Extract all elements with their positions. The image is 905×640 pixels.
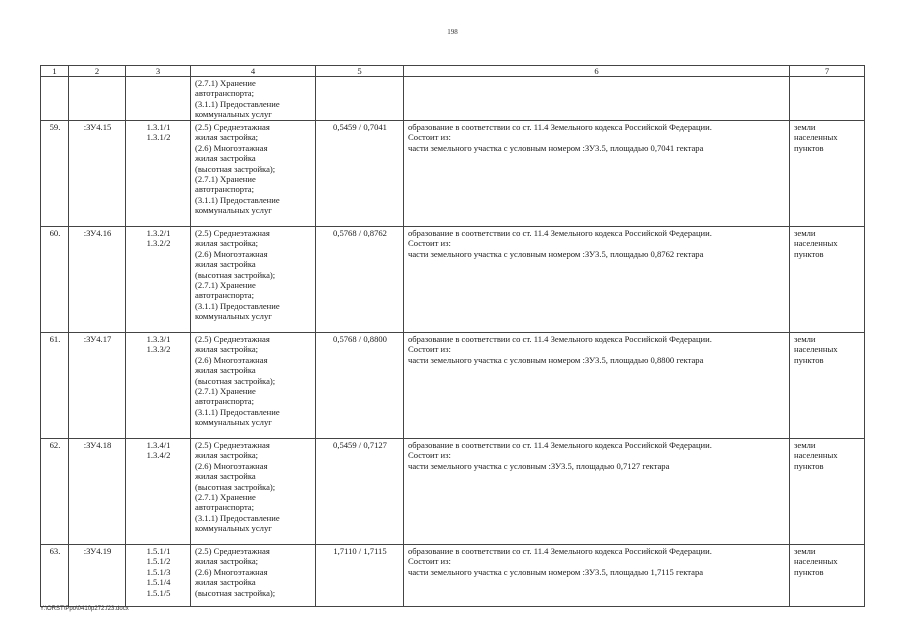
category-line: населенных: [794, 450, 838, 461]
desc-line: Состоит из:: [408, 344, 451, 355]
col-header-7: 7: [790, 66, 865, 77]
use-line: жилая застройка: [195, 577, 256, 588]
desc-line: образование в соответствии со ст. 11.4 Земельного кодекса Российской Федерации.: [408, 334, 712, 344]
center-ref: 1.5.1/4: [146, 577, 171, 588]
use-line: (3.1.1) Предоставление: [195, 194, 280, 205]
use-line: жилая застройка: [195, 153, 256, 164]
cell-category: [790, 121, 865, 227]
use-line: коммунальных услуг: [195, 205, 272, 216]
cell-category: [790, 77, 865, 121]
use-line: (3.1.1) Предоставление: [195, 300, 280, 311]
use-line: автотранспорта;: [195, 88, 255, 99]
center-ref: 1.3.1/1: [146, 122, 171, 132]
use-line: коммунальных услуг: [195, 417, 272, 428]
col-header-5: 5: [316, 66, 404, 77]
cell-num: [41, 77, 69, 121]
use-line: (2.6) Многоэтажная: [195, 566, 268, 577]
col-header-2: 2: [69, 66, 126, 77]
use-line: жилая застройка;: [195, 238, 259, 249]
cell-category: [790, 439, 865, 545]
desc-line: части земельного участка с условным номером :ЗУ3.5, площадью 0,8800 гектара: [408, 354, 704, 365]
land-plots-table: [40, 65, 865, 607]
cell-category: [790, 333, 865, 439]
desc-line: Состоит из:: [408, 132, 451, 143]
page-number: 198: [447, 28, 458, 36]
desc-line: образование в соответствии со ст. 11.4 Земельного кодекса Российской Федерации.: [408, 546, 712, 556]
use-line: жилая застройка;: [195, 450, 259, 461]
desc-line: части земельного участка с условным :ЗУ3.5, площадью 0,7127 гектара: [408, 460, 670, 471]
row-number: 61.: [41, 333, 69, 439]
use-line: (2.5) Среднеэтажная: [195, 228, 270, 238]
plot-code: :ЗУ4.16: [69, 227, 126, 333]
desc-line: Состоит из:: [408, 238, 451, 249]
cell-uses: [191, 439, 316, 545]
use-line: (2.5) Среднеэтажная: [195, 546, 270, 556]
desc-line: части земельного участка с условным номером :ЗУ3.5, площадью 0,7041 гектара: [408, 142, 704, 153]
use-line: жилая застройка: [195, 471, 256, 482]
cell-centers: [126, 227, 191, 333]
desc-line: Состоит из:: [408, 450, 451, 461]
center-ref: 1.3.2/1: [146, 228, 171, 238]
cell-category: [790, 227, 865, 333]
plot-area: 0,5459 / 0,7127: [316, 439, 404, 545]
plot-area: 0,5768 / 0,8800: [316, 333, 404, 439]
center-ref: 1.3.1/2: [146, 132, 171, 143]
cell-desc: [404, 545, 790, 607]
category-line: земли: [794, 440, 816, 450]
category-line: пунктов: [794, 354, 824, 365]
category-line: земли: [794, 228, 816, 238]
use-line: жилая застройка;: [195, 132, 259, 143]
cell-category: [790, 545, 865, 607]
use-line: (2.7.1) Хранение: [195, 492, 256, 503]
use-line: (2.7.1) Хранение: [195, 280, 256, 291]
center-ref: 1.5.1/5: [146, 587, 171, 598]
cell-uses: [191, 227, 316, 333]
cell-centers: [126, 439, 191, 545]
desc-line: Состоит из:: [408, 556, 451, 567]
center-ref: 1.3.4/1: [146, 440, 171, 450]
plot-area: 1,7110 / 1,7115: [316, 545, 404, 607]
table-row: [41, 227, 865, 333]
center-ref: 1.3.3/1: [146, 334, 171, 344]
plot-area: 0,5459 / 0,7041: [316, 121, 404, 227]
table-row: [41, 121, 865, 227]
cell-uses: [191, 545, 316, 607]
plot-code: :ЗУ4.19: [69, 545, 126, 607]
category-line: населенных: [794, 238, 838, 249]
cell-area: [316, 77, 404, 121]
use-line: (2.5) Среднеэтажная: [195, 440, 270, 450]
use-line: (3.1.1) Предоставление: [195, 512, 280, 523]
cell-centers: [126, 77, 191, 121]
column-number-header-row: [41, 66, 865, 77]
row-number: 63.: [41, 545, 69, 607]
desc-line: образование в соответствии со ст. 11.4 Земельного кодекса Российской Федерации.: [408, 440, 712, 450]
use-line: (высотная застройка);: [195, 587, 276, 598]
use-line: (2.7.1) Хранение: [195, 386, 256, 397]
cell-desc: [404, 439, 790, 545]
use-line: жилая застройка: [195, 365, 256, 376]
use-line: (2.6) Многоэтажная: [195, 142, 268, 153]
cell-centers: [126, 121, 191, 227]
use-line: (высотная застройка);: [195, 269, 276, 280]
use-line: автотранспорта;: [195, 184, 255, 195]
file-path-footer: Y:\ORST\Ppo\0410p272.f23.docx: [40, 606, 129, 612]
center-ref: 1.3.2/2: [146, 238, 171, 249]
use-line: (2.6) Многоэтажная: [195, 460, 268, 471]
cell-centers: [126, 333, 191, 439]
use-line: (высотная застройка);: [195, 375, 276, 386]
cell-centers: [126, 545, 191, 607]
use-line: (3.1.1) Предоставление: [195, 98, 280, 109]
use-line: коммунальных услуг: [195, 109, 272, 120]
center-ref: 1.3.4/2: [146, 450, 171, 461]
use-line: автотранспорта;: [195, 502, 255, 513]
category-line: земли: [794, 122, 816, 132]
center-ref: 1.3.3/2: [146, 344, 171, 355]
table-row: [41, 439, 865, 545]
cell-desc: [404, 227, 790, 333]
desc-line: образование в соответствии со ст. 11.4 Земельного кодекса Российской Федерации.: [408, 122, 712, 132]
cell-uses: [191, 77, 316, 121]
table-row: [41, 333, 865, 439]
use-line: (высотная застройка);: [195, 481, 276, 492]
use-line: жилая застройка;: [195, 344, 259, 355]
category-line: земли: [794, 546, 816, 556]
use-line: жилая застройка;: [195, 556, 259, 567]
plot-area: 0,5768 / 0,8762: [316, 227, 404, 333]
use-line: коммунальных услуг: [195, 523, 272, 534]
row-number: 60.: [41, 227, 69, 333]
category-line: земли: [794, 334, 816, 344]
row-number: 59.: [41, 121, 69, 227]
use-line: автотранспорта;: [195, 290, 255, 301]
category-line: пунктов: [794, 142, 824, 153]
use-line: жилая застройка: [195, 259, 256, 270]
col-header-3: 3: [126, 66, 191, 77]
use-line: (высотная застройка);: [195, 163, 276, 174]
plot-code: :ЗУ4.15: [69, 121, 126, 227]
cell-uses: [191, 333, 316, 439]
category-line: населенных: [794, 344, 838, 355]
col-header-6: 6: [404, 66, 790, 77]
plot-code: :ЗУ4.17: [69, 333, 126, 439]
category-line: пунктов: [794, 248, 824, 259]
use-line: коммунальных услуг: [195, 311, 272, 322]
center-ref: 1.5.1/1: [146, 546, 171, 556]
cell-uses: [191, 121, 316, 227]
category-line: пунктов: [794, 566, 824, 577]
cell-desc: [404, 121, 790, 227]
category-line: населенных: [794, 556, 838, 567]
continuation-row: [41, 77, 865, 121]
category-line: пунктов: [794, 460, 824, 471]
desc-line: образование в соответствии со ст. 11.4 Земельного кодекса Российской Федерации.: [408, 228, 712, 238]
cell-code: [69, 77, 126, 121]
desc-line: части земельного участка с условным номером :ЗУ3.5, площадью 0,8762 гектара: [408, 248, 704, 259]
use-line: (2.5) Среднеэтажная: [195, 122, 270, 132]
use-line: (2.7.1) Хранение: [195, 174, 256, 185]
row-number: 62.: [41, 439, 69, 545]
table-row: [41, 545, 865, 607]
use-line: (2.6) Многоэтажная: [195, 354, 268, 365]
plot-code: :ЗУ4.18: [69, 439, 126, 545]
col-header-1: 1: [41, 66, 69, 77]
center-ref: 1.5.1/3: [146, 566, 171, 577]
use-line: (2.6) Многоэтажная: [195, 248, 268, 259]
col-header-4: 4: [191, 66, 316, 77]
use-line: (2.5) Среднеэтажная: [195, 334, 270, 344]
cell-desc: [404, 333, 790, 439]
use-line: (3.1.1) Предоставление: [195, 406, 280, 417]
cell-desc: [404, 77, 790, 121]
use-line: автотранспорта;: [195, 396, 255, 407]
use-line: (2.7.1) Хранение: [195, 78, 256, 88]
desc-line: части земельного участка с условным номером :ЗУ3.5, площадью 1,7115 гектара: [408, 566, 704, 577]
center-ref: 1.5.1/2: [146, 556, 171, 567]
category-line: населенных: [794, 132, 838, 143]
